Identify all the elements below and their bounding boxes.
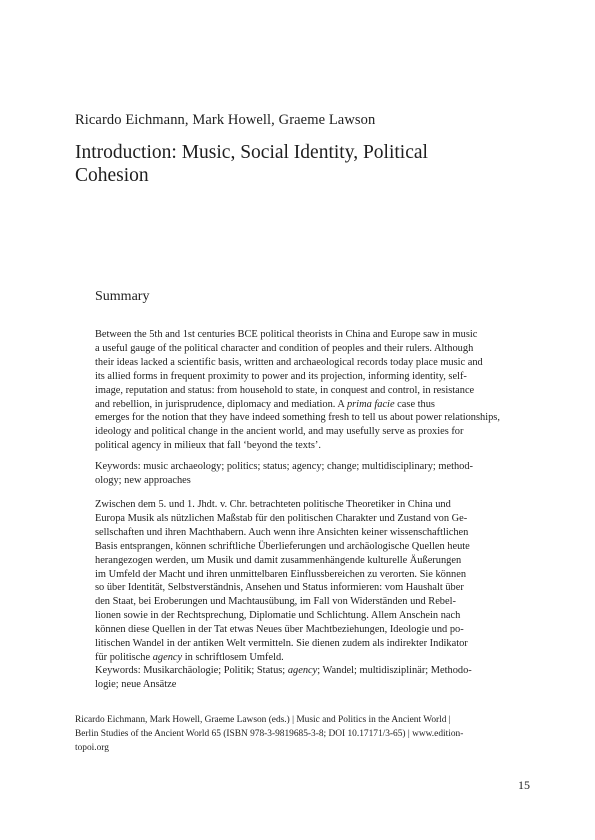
abstract-line: its allied forms in frequent proximity to power and its projection, informing identity, self- xyxy=(95,370,467,382)
abstract-line: ideology and political change in the ancient world, and may usefully serve as proxies for xyxy=(95,426,464,438)
abstract-line: im Umfeld der Macht und ihren unmittelbaren Einflussbereichen zu verorten. Sie können xyxy=(95,568,467,580)
abstract-line: so über Identität, Selbstverständnis, Ansehen und Status informieren: vom Haushalt über xyxy=(95,582,464,594)
italic-word: agency xyxy=(152,651,183,663)
citation-line: Berlin Studies of the Ancient World 65 (ISBN 978-3-9819685-3-8; DOI 10.17171/3-65) | www.edition- xyxy=(75,728,464,739)
keywords-german xyxy=(95,664,516,692)
abstract-german xyxy=(95,498,516,665)
abstract-line: können diese Quellen in der Tat etwas Neues über Machtbeziehungen, Ideologie und po- xyxy=(95,624,464,636)
citation-line: topoi.org xyxy=(75,742,109,753)
keywords-part: Keywords: Musikarchäologie; Politik; Status; xyxy=(95,665,286,676)
abstract-line: image, reputation and status: from household to state, in conquest and control, in resistance xyxy=(95,384,475,396)
citation-line: Ricardo Eichmann, Mark Howell, Graeme Lawson (eds.) | Music and Politics in the Ancient World | xyxy=(75,715,451,725)
abstract-line-with-italic xyxy=(95,651,516,665)
abstract-line: Basis entsprangen, können schriftliche Überlieferungen und archäologische Quellen heute xyxy=(95,540,470,552)
abstract-line: lionen sowie in der Rechtsprechung, Diplomatie und Schlichtung. Allem Anschein nach xyxy=(95,610,461,622)
keywords-line: Keywords: music archaeology; politics; status; agency; change; multidisciplinary; method- xyxy=(95,461,474,472)
abstract-line: sellschaften und ihren Machthabern. Auch wenn ihre Ansichten keiner wissenschaftlichen xyxy=(95,526,469,538)
abstract-line: den Staat, bei Eroberungen und Machtausübung, im Fall von Widerständen und Rebel- xyxy=(95,596,456,608)
abstract-line: political agency in milieux that fall ‘beyond the texts’. xyxy=(95,440,321,452)
abstract-line: Europa Musik als nützlichen Maßstab für den politischen Charakter und Zustand von Ge- xyxy=(95,512,468,524)
keywords-part: ; Wandel; multidisziplinär; Methodo- xyxy=(317,665,472,676)
citation-footer xyxy=(75,714,475,755)
author-list: Ricardo Eichmann, Mark Howell, Graeme Lawson xyxy=(75,112,376,128)
keywords-english xyxy=(95,460,516,488)
abstract-line-with-italic xyxy=(95,398,516,412)
abstract-line: their ideas lacked a scientific basis, written and archaeological records today place music and xyxy=(95,356,483,368)
abstract-line: herangezogen werden, um Musik und damit zusammenhängende kulturelle Äußerungen xyxy=(95,554,462,566)
keywords-line: ology; new approaches xyxy=(95,474,191,486)
abstract-line-part: in schriftlosem Umfeld. xyxy=(184,651,284,663)
abstract-line: a useful gauge of the political character and condition of peoples and their rulers. Although xyxy=(95,342,474,354)
abstract-line-part: and rebellion, in jurisprudence, diplomacy and mediation. A xyxy=(95,398,345,410)
page-number: 15 xyxy=(518,778,530,792)
summary-heading: Summary xyxy=(95,289,150,304)
abstract-line: emerges for the notion that they have indeed something fresh to tell us about power relationships, xyxy=(95,412,500,424)
italic-phrase: prima facie xyxy=(346,398,395,410)
abstract-line: litischen Wandel in der antiken Welt vermitteln. Sie dienen zudem als indirekter Indikator xyxy=(95,638,468,650)
italic-keyword: agency xyxy=(287,665,318,676)
abstract-line-part: für politische xyxy=(95,651,151,663)
abstract-line: Between the 5th and 1st centuries BCE political theorists in China and Europe saw in music xyxy=(95,329,478,340)
abstract-line: Zwischen dem 5. und 1. Jhdt. v. Chr. betrachteten politische Theoretiker in China und xyxy=(95,499,451,510)
abstract-english xyxy=(95,328,516,453)
abstract-line-part: case thus xyxy=(397,398,435,410)
keywords-line: logie; neue Ansätze xyxy=(95,678,177,690)
keywords-line xyxy=(95,664,516,678)
chapter-title: Introduction: Music, Social Identity, Political Cohesion xyxy=(75,142,428,186)
